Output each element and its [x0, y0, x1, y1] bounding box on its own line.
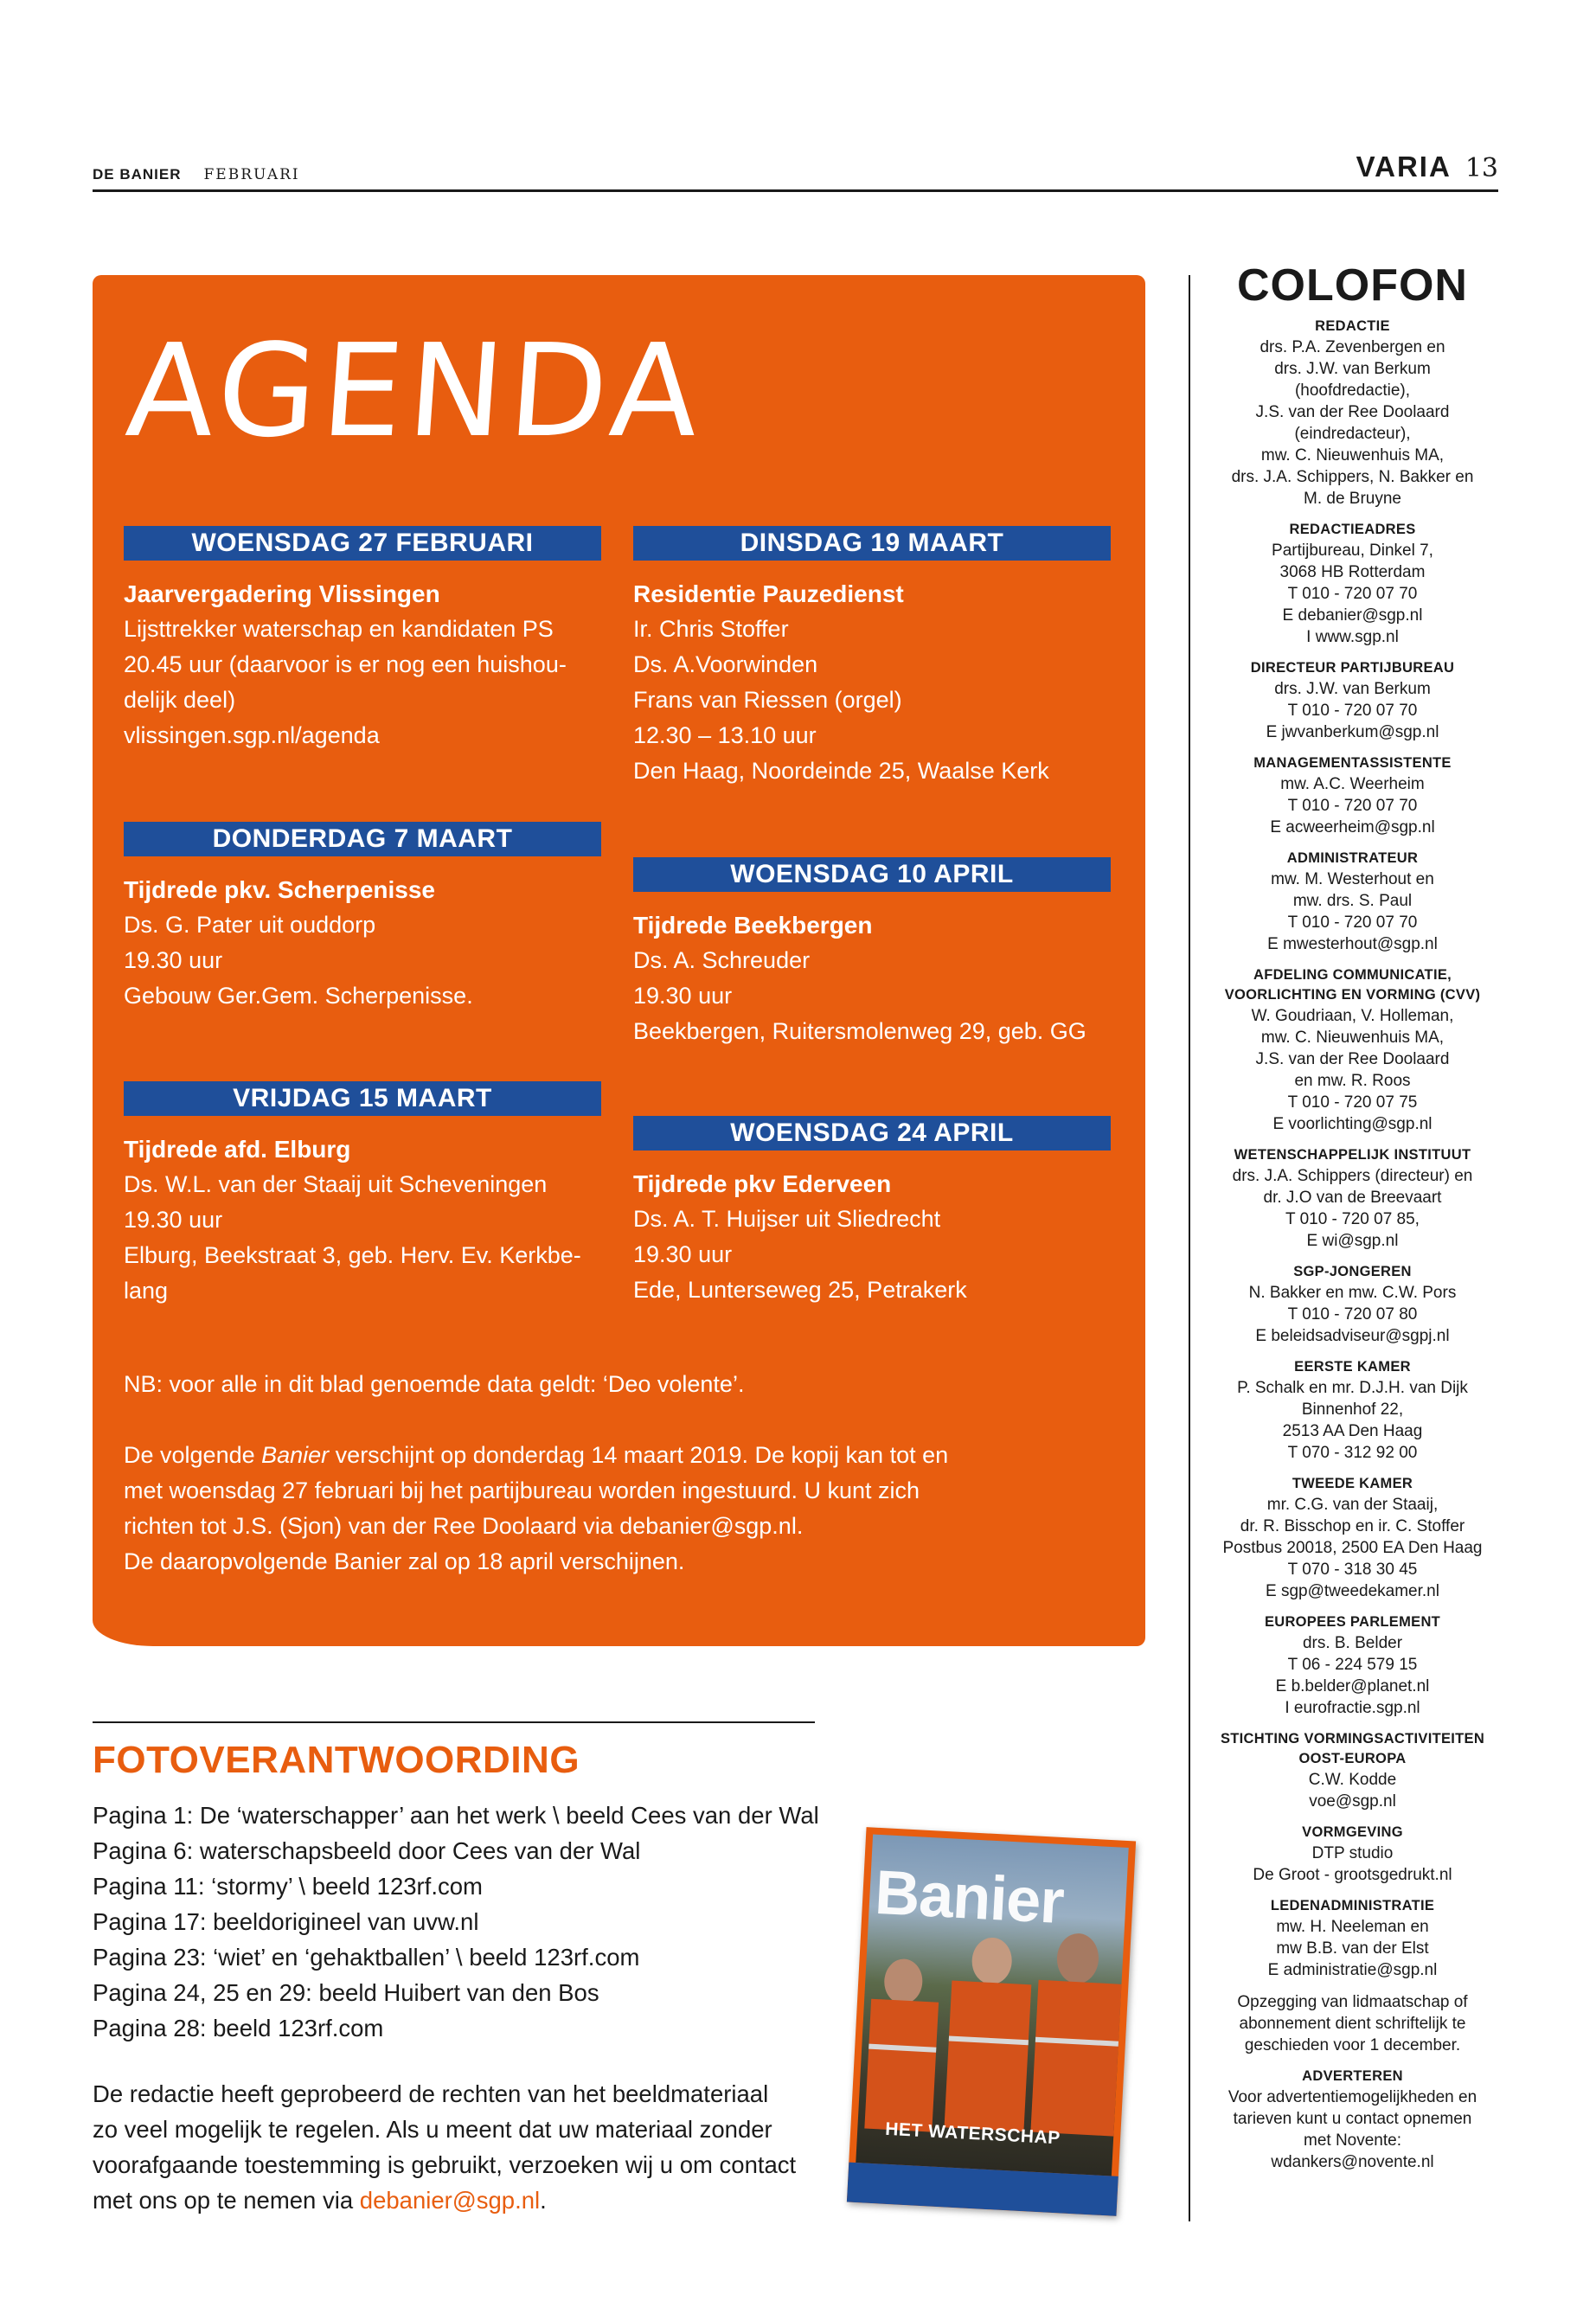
page-number: 13: [1465, 153, 1498, 183]
colofon-line: dr. R. Bisschop en ir. C. Stoffer: [1240, 1517, 1465, 1535]
credit-item: Pagina 24, 25 en 29: beeld Huibert van den Bos: [93, 1979, 599, 2006]
event-date: DONDERDAG 7 MAART: [124, 822, 601, 856]
colofon-line: mr. C.G. van der Staaij,: [1266, 1496, 1439, 1514]
event-date: WOENSDAG 27 FEBRUARI: [124, 526, 601, 561]
event-line: Frans van Riessen (orgel): [633, 687, 902, 713]
agenda-event: [633, 526, 1111, 789]
foto-credits: [93, 1798, 828, 2046]
colofon-line: DTP studio: [1311, 1844, 1394, 1862]
colofon-line: en mw. R. Roos: [1294, 1072, 1411, 1090]
event-line: Den Haag, Noordeinde 25, Waalse Kerk: [633, 758, 1049, 784]
colofon-line: E administratie@sgp.nl: [1267, 1961, 1438, 1979]
foto-rule: [93, 1721, 815, 1723]
colofon-line: (hoofdredactie),: [1294, 381, 1411, 400]
colofon-line: mw. C. Nieuwenhuis MA,: [1260, 1029, 1445, 1047]
event-line: vlissingen.sgp.nl/agenda: [124, 722, 380, 748]
event-date: VRIJDAG 15 MAART: [124, 1081, 601, 1116]
colofon-section: [1207, 1991, 1498, 2056]
colofon-line: dr. J.O van de Breevaart: [1263, 1189, 1442, 1207]
colofon-section: [1207, 1474, 1498, 1602]
colofon-line: drs. J.A. Schippers (directeur) en: [1232, 1167, 1473, 1185]
colofon-line: T 070 - 318 30 45: [1287, 1561, 1418, 1579]
event-line: Elburg, Beekstraat 3, geb. Herv. Ev. Kerkbe-: [124, 1242, 581, 1268]
event-title: Tijdrede pkv Ederveen: [633, 1170, 892, 1197]
foto-title: FOTOVERANTWOORDING: [93, 1739, 580, 1781]
next-issue-prefix: De volgende: [124, 1442, 262, 1468]
event-line: 19.30 uur: [633, 983, 733, 1009]
colofon-line: Binnenhof 22,: [1301, 1400, 1404, 1419]
colofon-line: Partijbureau, Dinkel 7,: [1272, 542, 1433, 560]
colofon-line: mw. drs. S. Paul: [1292, 892, 1413, 910]
credit-item: Pagina 23: ‘wiet’ en ‘gehaktballen’ \ beeld 123rf.com: [93, 1944, 640, 1971]
event-title: Tijdrede Beekbergen: [633, 912, 873, 939]
event-title: Jaarvergadering Vlissingen: [124, 580, 440, 607]
colofon-line: J.S. van der Ree Doolaard: [1255, 403, 1450, 421]
event-line: Ds. W.L. van der Staaij uit Scheveningen: [124, 1171, 548, 1197]
cover-figure-vest: [945, 1981, 1032, 2132]
colofon-line: 2513 AA Den Haag: [1282, 1422, 1423, 1440]
colofon-section: [1207, 1262, 1498, 1347]
event-line: 19.30 uur: [124, 947, 223, 973]
colofon-line: T 010 - 720 07 80: [1287, 1305, 1418, 1324]
event-line: Ds. A.Voorwinden: [633, 651, 818, 677]
colofon-section: [1207, 1729, 1498, 1812]
rights-prefix: met ons op te nemen via: [93, 2187, 360, 2214]
event-line: 19.30 uur: [633, 1241, 733, 1267]
colofon-section: [1207, 849, 1498, 955]
colofon-line: T 010 - 720 07 70: [1287, 585, 1418, 603]
colofon-line: Opzegging van lidmaatschap of: [1237, 1993, 1468, 2011]
colofon-section: [1207, 1145, 1498, 1252]
colofon-line: E debanier@sgp.nl: [1282, 606, 1423, 625]
colofon-section: [1207, 658, 1498, 743]
rights-suffix: .: [540, 2187, 547, 2214]
colofon-heading: ADVERTEREN: [1302, 2068, 1403, 2084]
colofon-line: mw. H. Neeleman en: [1276, 1918, 1429, 1936]
colofon-line: drs. J.W. van Berkum: [1274, 360, 1431, 378]
colofon-line: wdankers@novente.nl: [1271, 2153, 1434, 2171]
agenda-event: [633, 1116, 1111, 1308]
event-line: Ds. A. T. Huijser uit Sliedrecht: [633, 1206, 941, 1232]
colofon-heading: MANAGEMENTASSISTENTE: [1253, 755, 1452, 771]
event-line: 19.30 uur: [124, 1207, 223, 1233]
colofon-heading: LEDENADMINISTRATIE: [1270, 1898, 1435, 1913]
credit-item: Pagina 17: beeldorigineel van uvw.nl: [93, 1908, 479, 1935]
cover-figure-vest: [864, 1999, 939, 2132]
colofon-heading: EUROPEES PARLEMENT: [1264, 1614, 1441, 1630]
colofon-line: P. Schalk en mr. D.J.H. van Dijk: [1237, 1379, 1468, 1397]
next-issue-line: richten tot J.S. (Sjon) van der Ree Doolaard via debanier@sgp.nl.: [124, 1513, 804, 1539]
colofon-line: E jwvanberkum@sgp.nl: [1266, 723, 1439, 741]
colofon-heading: ADMINISTRATEUR: [1286, 850, 1419, 866]
section-name: VARIA: [1356, 151, 1452, 183]
event-line: 12.30 – 13.10 uur: [633, 722, 817, 748]
agenda-title: AGENDA: [121, 317, 709, 465]
running-head: [93, 166, 300, 183]
colofon-line: E beleidsadviseur@sgpj.nl: [1255, 1327, 1450, 1345]
colofon-line: De Groot - grootsgedrukt.nl: [1253, 1866, 1452, 1884]
colofon-heading: DIRECTEUR PARTIJBUREAU: [1250, 660, 1455, 676]
colofon-line: E mwesterhout@sgp.nl: [1267, 935, 1438, 953]
event-line: Ir. Chris Stoffer: [633, 616, 789, 642]
colofon-line: drs. B. Belder: [1302, 1634, 1403, 1652]
event-date: WOENSDAG 10 APRIL: [633, 857, 1111, 892]
colofon-line: mw. A.C. Weerheim: [1280, 775, 1425, 793]
colofon-line: met Novente:: [1304, 2131, 1401, 2150]
agenda-event: [633, 857, 1111, 1049]
colofon-heading: STICHTING VORMINGSACTIVITEITEN OOST-EUROPA: [1220, 1731, 1485, 1766]
colofon-line: E voorlichting@sgp.nl: [1272, 1115, 1433, 1133]
event-title: Tijdrede pkv. Scherpenisse: [124, 876, 436, 903]
credit-item: Pagina 1: De ‘waterschapper’ aan het werk \ beeld Cees van der Wal: [93, 1802, 819, 1829]
colofon-line: J.S. van der Ree Doolaard: [1255, 1050, 1450, 1068]
rights-line: zo veel mogelijk te regelen. Als u meent dat uw materiaal zonder: [93, 2116, 772, 2143]
colofon-section: [1207, 1612, 1498, 1719]
colofon-heading: TWEEDE KAMER: [1292, 1476, 1413, 1491]
next-issue-title: Banier: [261, 1442, 330, 1468]
colofon-line: T 010 - 720 07 70: [1287, 913, 1418, 932]
next-issue-line: De daaropvolgende Banier zal op 18 april verschijnen.: [124, 1548, 685, 1574]
colofon-line: mw B.B. van der Elst: [1276, 1939, 1429, 1958]
next-issue-line: met woensdag 27 februari bij het partijbureau worden ingestuurd. U kunt zich: [124, 1477, 920, 1503]
page-header: [93, 151, 1498, 190]
colofon-line: Voor advertentiemogelijkheden en: [1227, 2088, 1477, 2106]
rights-line: [93, 2182, 845, 2218]
colofon-section: [1207, 1357, 1498, 1464]
credit-item: Pagina 28: beeld 123rf.com: [93, 2015, 384, 2041]
colofon-line: T 010 - 720 07 70: [1287, 797, 1418, 815]
colofon-line: T 06 - 224 579 15: [1287, 1656, 1418, 1674]
colofon-line: T 070 - 312 92 00: [1287, 1444, 1418, 1462]
colofon-section: [1207, 753, 1498, 838]
next-issue-line: [124, 1438, 989, 1473]
colofon-line: drs. J.A. Schippers, N. Bakker en: [1231, 468, 1474, 486]
colofon-section: [1207, 1823, 1498, 1886]
event-line: delijk deel): [124, 687, 236, 713]
event-line: 20.45 uur (daarvoor is er nog een huishou-: [124, 651, 567, 677]
colofon-line: E wi@sgp.nl: [1306, 1232, 1399, 1250]
colofon-title: COLOFON: [1237, 260, 1468, 311]
event-date: WOENSDAG 24 APRIL: [633, 1116, 1111, 1150]
agenda-event: [124, 526, 601, 753]
colofon-line: mw. C. Nieuwenhuis MA,: [1260, 446, 1445, 465]
event-line: Gebouw Ger.Gem. Scherpenisse.: [124, 983, 473, 1009]
colofon-line: (eindredacteur),: [1294, 425, 1411, 443]
colofon-line: geschieden voor 1 december.: [1244, 2036, 1461, 2054]
colofon-section: [1207, 965, 1498, 1135]
event-line: Ds. A. Schreuder: [633, 947, 811, 973]
colofon-section: [1207, 520, 1498, 648]
event-line: lang: [124, 1278, 169, 1304]
event-line: Ede, Lunterseweg 25, Petrakerk: [633, 1277, 967, 1303]
header-rule: [93, 189, 1498, 192]
colofon-line: 3068 HB Rotterdam: [1279, 563, 1426, 581]
colofon-line: drs. J.W. van Berkum: [1274, 680, 1431, 698]
rights-line: De redactie heeft geprobeerd de rechten van het beeldmateriaal: [93, 2080, 769, 2107]
colofon-line: voe@sgp.nl: [1309, 1792, 1396, 1811]
colofon-line: T 010 - 720 07 85,: [1285, 1210, 1420, 1228]
colofon-line: I eurofractie.sgp.nl: [1285, 1699, 1420, 1717]
colofon-line: drs. P.A. Zevenbergen en: [1259, 338, 1445, 356]
colofon-line: mw. M. Westerhout en: [1271, 870, 1434, 888]
colofon-heading: AFDELING COMMUNICATIE, VOORLICHTING EN VORMING (CVV): [1224, 967, 1481, 1003]
colofon-line: I www.sgp.nl: [1306, 628, 1399, 646]
cover-headline: HET WATERSCHAP: [884, 2118, 1061, 2149]
credit-item: Pagina 11: ‘stormy’ \ beeld 123rf.com: [93, 1873, 483, 1900]
colofon-heading: SGP-JONGEREN: [1293, 1264, 1412, 1279]
colofon-heading: VORMGEVING: [1302, 1824, 1403, 1840]
magazine-cover-image: [847, 1827, 1136, 2216]
colofon-line: E acweerheim@sgp.nl: [1270, 818, 1435, 836]
event-title: Residentie Pauzedienst: [633, 580, 904, 607]
email-link[interactable]: debanier@sgp.nl: [359, 2187, 541, 2214]
cover-masthead: Banier: [873, 1857, 1066, 1938]
rights-line: voorafgaande toestemming is gebruikt, verzoeken wij u om contact: [93, 2151, 797, 2178]
colofon-heading: EERSTE KAMER: [1294, 1359, 1411, 1375]
agenda-box: [93, 275, 1145, 1646]
agenda-event: [124, 1081, 601, 1309]
section-label: [1356, 151, 1498, 183]
event-line: Beekbergen, Ruitersmolenweg 29, geb. GG: [633, 1018, 1086, 1044]
colofon-line: W. Goudriaan, V. Holleman,: [1251, 1007, 1454, 1025]
colofon-section: [1207, 1896, 1498, 1981]
credit-item: Pagina 6: waterschapsbeeld door Cees van der Wal: [93, 1837, 641, 1864]
colofon-line: T 010 - 720 07 70: [1287, 702, 1418, 720]
colofon-line: M. de Bruyne: [1304, 490, 1401, 508]
colofon-sections: [1207, 317, 1498, 2173]
colofon-line: tarieven kunt u contact opnemen: [1233, 2110, 1472, 2128]
agenda-notes: [124, 1367, 989, 1580]
event-line: Lijsttrekker waterschap en kandidaten PS: [124, 616, 554, 642]
colofon-heading: WETENSCHAPPELIJK INSTITUUT: [1234, 1147, 1471, 1163]
rights-paragraph: [93, 2076, 845, 2218]
colofon-line: E sgp@tweedekamer.nl: [1266, 1582, 1439, 1600]
colofon-line: Postbus 20018, 2500 EA Den Haag: [1222, 1539, 1483, 1557]
colofon-line: abonnement dient schriftelijk te: [1239, 2015, 1466, 2033]
publication-name: DE BANIER: [93, 166, 182, 183]
colofon-line: C.W. Kodde: [1308, 1771, 1397, 1789]
colofon-line: E b.belder@planet.nl: [1275, 1677, 1430, 1695]
issue-month: FEBRUARI: [203, 166, 300, 183]
next-issue-rest: verschijnt op donderdag 14 maart 2019. De kopij kan tot en: [329, 1442, 949, 1468]
colofon-line: N. Bakker en mw. C.W. Pors: [1248, 1284, 1457, 1302]
colofon-heading: REDACTIEADRES: [1289, 522, 1416, 537]
colofon-line: T 010 - 720 07 75: [1287, 1093, 1418, 1112]
colofon-heading: REDACTIE: [1315, 318, 1390, 334]
colofon-divider: [1189, 275, 1190, 2221]
agenda-event: [124, 822, 601, 1014]
colofon: [1207, 260, 1498, 2183]
colofon-section: [1207, 2067, 1498, 2173]
colofon-section: [1207, 317, 1498, 510]
deo-volente-note: NB: voor alle in dit blad genoemde data geldt: ‘Deo volente’.: [124, 1371, 745, 1397]
event-date: DINSDAG 19 MAART: [633, 526, 1111, 561]
cover-figure-vest: [1030, 1980, 1121, 2137]
event-line: Ds. G. Pater uit ouddorp: [124, 912, 376, 938]
event-title: Tijdrede afd. Elburg: [124, 1136, 351, 1163]
